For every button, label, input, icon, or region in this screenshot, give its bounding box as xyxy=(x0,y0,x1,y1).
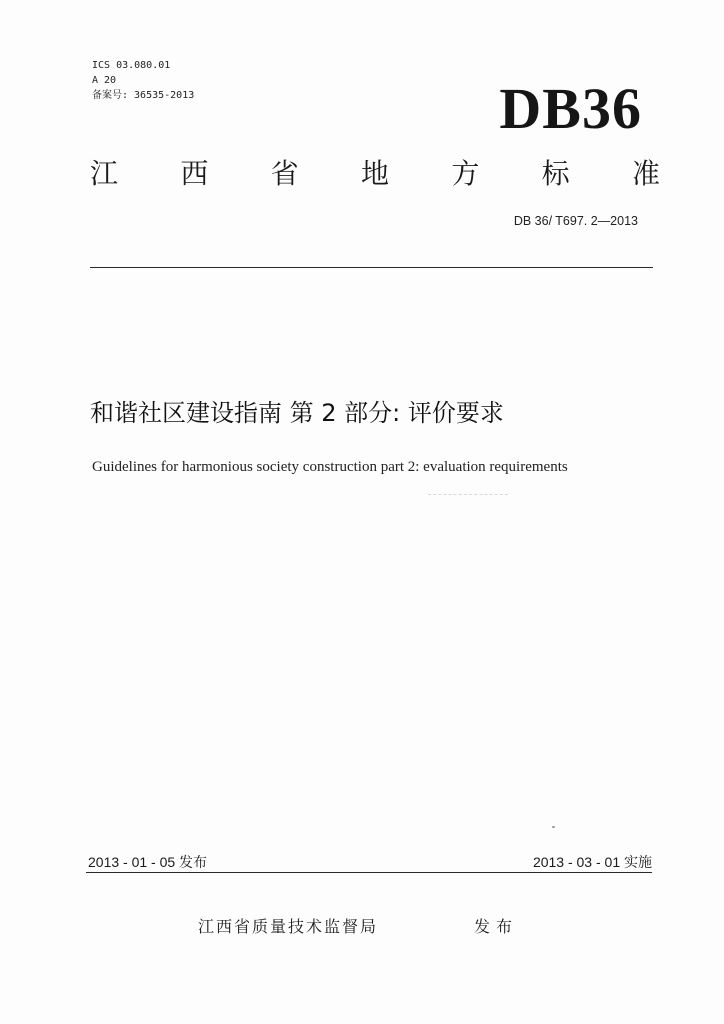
header-divider xyxy=(90,267,653,268)
class-code: A 20 xyxy=(92,75,117,86)
authority-char: 省 xyxy=(270,157,299,190)
authority-char: 江 xyxy=(90,157,119,190)
authority-char: 西 xyxy=(180,157,209,190)
scan-speck xyxy=(552,826,555,828)
authority-char: 地 xyxy=(360,157,389,190)
authority-char: 准 xyxy=(631,157,660,190)
issuer-name: 江西省质量技术监督局 xyxy=(198,917,379,936)
scan-mark xyxy=(428,494,508,495)
filing-number: 备案号: 36535-2013 xyxy=(92,90,195,101)
implementation-date: 2013 - 03 - 01 实施 xyxy=(532,854,652,870)
authority-title xyxy=(90,154,660,194)
issuer-action: 发布 xyxy=(474,917,519,936)
ics-code: ICS 03.080.01 xyxy=(92,60,171,71)
db36-logo: DB36 xyxy=(499,76,642,141)
authority-char: 标 xyxy=(541,157,570,190)
title-chinese: 和谐社区建设指南 第 2 部分: 评价要求 xyxy=(90,399,504,427)
authority-char: 方 xyxy=(451,157,480,190)
standard-number: DB 36/ T697. 2—2013 xyxy=(513,214,638,228)
title-english: Guidelines for harmonious society construction part 2: evaluation requirements xyxy=(92,459,568,475)
footer-divider xyxy=(86,872,652,873)
issue-date: 2013 - 01 - 05 发布 xyxy=(88,854,208,870)
classification-block xyxy=(92,58,194,103)
